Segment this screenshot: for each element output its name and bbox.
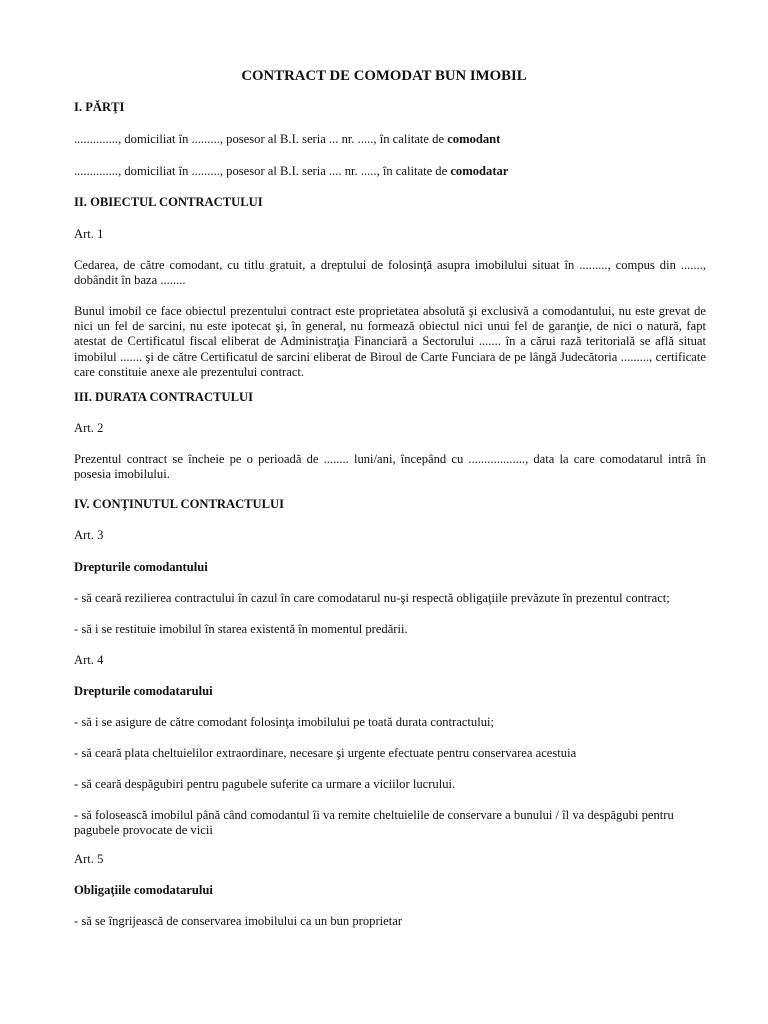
party-comodant-line xyxy=(74,132,706,147)
article-4-label: Art. 4 xyxy=(74,653,104,667)
list-item: - să se îngrijească de conservarea imobilului ca un bun proprietar xyxy=(74,914,403,928)
party-comodatar-text: .............., domiciliat în ........., posesor al B.I. seria .... nr. ....., în calitate de xyxy=(74,164,451,178)
section-heading-durata: III. DURATA CONTRACTULUI xyxy=(74,390,254,404)
list-item: - să ceară rezilierea contractului în cazul în care comodatarul nu-şi respectă obligaţiile prevăzute în prezentul contract; xyxy=(74,591,670,605)
party-comodatar-line xyxy=(74,164,706,179)
party-comodant-role: comodant xyxy=(447,132,501,146)
party-comodatar-role: comodatar xyxy=(450,164,509,178)
list-item: - să folosească imobilul până când comodantul îi va remite cheltuielile de conservare a bunului / îl va despăgubi pentru pagubele provocate de vicii xyxy=(74,808,674,838)
article-3-label: Art. 3 xyxy=(74,528,104,542)
subheading-obligatii-comodatar: Obligaţiile comodatarului xyxy=(74,883,213,897)
list-item: - să ceară despăgubiri pentru pagubele suferite ca urmare a viciilor lucrului. xyxy=(74,777,456,791)
article-5-label: Art. 5 xyxy=(74,852,104,866)
list-item: - să i se restituie imobilul în starea existentă în momentul predării. xyxy=(74,622,408,636)
article-1-paragraph-1: Cedarea, de către comodant, cu titlu gratuit, a dreptului de folosinţă asupra imobilului situat în ........., compus din ......., dobândit în baza ........ xyxy=(74,258,706,288)
article-1-label: Art. 1 xyxy=(74,227,104,241)
list-item: - să ceară plata cheltuielilor extraordinare, necesare şi urgente efectuate pentru conservarea acestuia xyxy=(74,746,577,760)
article-2-label: Art. 2 xyxy=(74,421,104,435)
article-1-paragraph-2: Bunul imobil ce face obiectul prezentului contract este proprietatea absolută şi exclusivă a comodantului, nu este grevat de nici un fel de sarcini, nu este ipotecat şi, în general, nu formează obiectul nici unui fel de garanţie, de nici o natură, fapt atestat de Certificatul fiscal eliberat de Administraţia Financiară a Sectorului ....... în a cărui rază teritorială se află situat imobilul ....... şi de către Certificatul de sarcini eliberat de Biroul de Carte Funciara de pe lângă Judecătoria ........., certificate care constituie anexe ale prezentului contract. xyxy=(74,304,706,379)
party-comodant-text: .............., domiciliat în ........., posesor al B.I. seria ... nr. ....., în calitate de xyxy=(74,132,448,146)
section-heading-obiect: II. OBIECTUL CONTRACTULUI xyxy=(74,195,263,209)
document-title: CONTRACT DE COMODAT BUN IMOBIL xyxy=(241,68,527,84)
list-item: - să i se asigure de către comodant folosinţa imobilului pe toată durata contractului; xyxy=(74,715,495,729)
subheading-drepturi-comodatar: Drepturile comodatarului xyxy=(74,684,213,698)
section-heading-continut: IV. CONŢINUTUL CONTRACTULUI xyxy=(74,497,285,511)
article-2-paragraph: Prezentul contract se încheie pe o perioadă de ........ luni/ani, începând cu .................., data la care comodatarul intră în posesia imobilului. xyxy=(74,452,706,482)
subheading-drepturi-comodant: Drepturile comodantului xyxy=(74,560,208,574)
section-heading-parti: I. PĂRŢI xyxy=(74,100,125,114)
